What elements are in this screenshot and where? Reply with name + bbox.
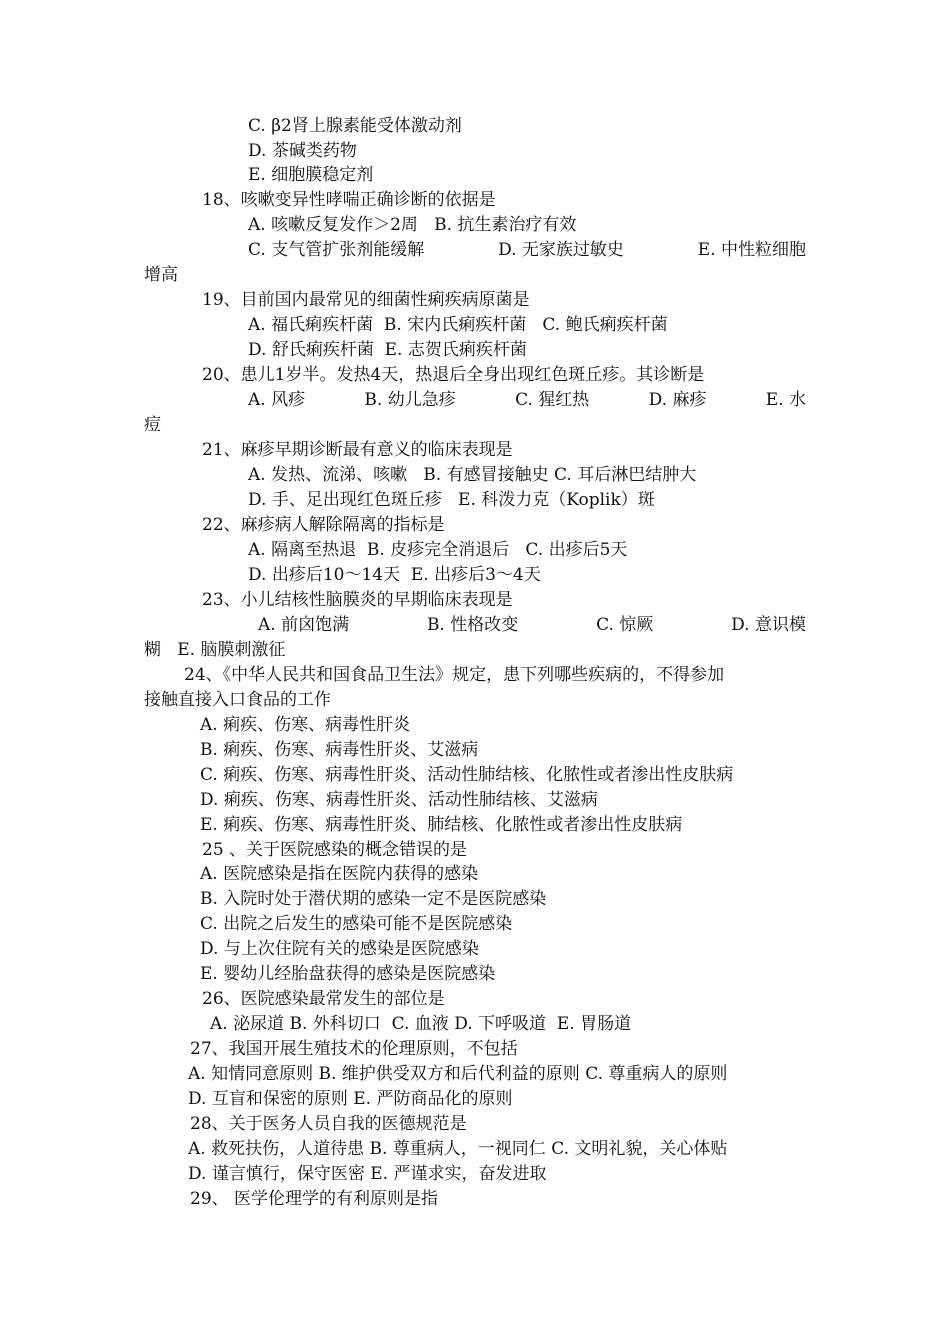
q20-options [248,388,806,413]
q18-options-ab: A. 咳嗽反复发作＞2周 B. 抗生素治疗有效 [248,215,577,235]
q24-question: 24、《中华人民共和国食品卫生法》规定，患下列哪些疾病的，不得参加 [184,665,725,685]
q17-option-e: E. 细胞膜稳定剂 [248,165,374,185]
q23-options-wrap: 糊 E. 脑膜刺激征 [144,640,286,660]
q19-question: 19、目前国内最常见的细菌性痢疾病原菌是 [202,290,530,310]
q22-question: 22、麻疹病人解除隔离的指标是 [202,515,445,535]
q18-option-e: E. 中性粒细胞 [697,240,806,260]
q23-option-c: C. 惊厥 [596,615,654,635]
q26-question: 26、医院感染最常发生的部位是 [202,989,445,1009]
q23-option-b: B. 性格改变 [426,615,519,635]
q17-option-d: D. 茶碱类药物 [248,141,357,161]
q20-option-b: B. 幼儿急疹 [364,390,456,410]
q24-question-wrap: 接触直接入口食品的工作 [144,690,331,710]
q26-options: A. 泌尿道 B. 外科切口 C. 血液 D. 下呼吸道 E. 胃肠道 [210,1014,632,1034]
q18-option-e-wrap: 增高 [144,265,178,285]
q17-option-c: C. β2肾上腺素能受体激动剂 [248,116,462,136]
q27-options-abc: A. 知情同意原则 B. 维护供受双方和后代利益的原则 C. 尊重病人的原则 [188,1064,728,1084]
q29-question: 29、 医学伦理学的有利原则是指 [190,1189,439,1209]
q21-options-de: D. 手、足出现红色斑丘疹 E. 科泼力克（Koplik）斑 [248,490,655,510]
q21-question: 21、麻疹早期诊断最有意义的临床表现是 [202,440,513,460]
q20-question: 20、患儿1岁半。发热4天，热退后全身出现红色斑丘疹。其诊断是 [202,365,705,385]
q25-option-a: A. 医院感染是指在医院内获得的感染 [200,864,479,884]
q18-option-c: C. 支气管扩张剂能缓解 [248,240,425,260]
q19-options-de: D. 舒氏痢疾杆菌 E. 志贺氏痢疾杆菌 [248,340,527,360]
q25-option-e: E. 婴幼儿经胎盘获得的感染是医院感染 [200,964,496,984]
q27-options-de: D. 互盲和保密的原则 E. 严防商品化的原则 [188,1089,513,1109]
q25-option-b: B. 入院时处于潜伏期的感染一定不是医院感染 [200,889,547,909]
q23-question: 23、小儿结核性脑膜炎的早期临床表现是 [202,590,513,610]
q24-option-c: C. 痢疾、伤寒、病毒性肝炎、活动性肺结核、化脓性或者渗出性皮肤病 [200,765,734,785]
q24-option-e: E. 痢疾、伤寒、病毒性肝炎、肺结核、化脓性或者渗出性皮肤病 [200,815,683,835]
q18-option-d: D. 无家族过敏史 [498,240,624,260]
q24-option-b: B. 痢疾、伤寒、病毒性肝炎、艾滋病 [200,740,479,760]
q28-question: 28、关于医务人员自我的医德规范是 [190,1114,467,1134]
q23-option-a: A. 前囟饱满 [258,615,350,635]
q20-option-e: E. 水 [765,390,806,410]
q20-option-c: C. 猩红热 [515,390,590,410]
q25-question: 25 、关于医院感染的概念错误的是 [202,840,468,860]
q25-option-c: C. 出院之后发生的感染可能不是医院感染 [200,914,513,934]
q22-options-de: D. 出疹后10～14天 E. 出疹后3～4天 [248,565,541,585]
q20-option-e-wrap: 痘 [144,415,161,435]
q23-option-d: D. 意识模 [731,615,806,635]
q20-option-a: A. 风疹 [248,390,306,410]
q18-options-cde [248,238,806,263]
q18-question: 18、咳嗽变异性哮喘正确诊断的依据是 [202,190,496,210]
q28-options-de: D. 谨言慎行，保守医密 E. 严谨求实，奋发进取 [188,1164,547,1184]
q27-question: 27、我国开展生殖技术的伦理原则，不包括 [190,1039,518,1059]
q20-option-d: D. 麻疹 [648,390,707,410]
q24-option-d: D. 痢疾、伤寒、病毒性肝炎、活动性肺结核、艾滋病 [200,790,598,810]
q22-options-abc: A. 隔离至热退 B. 皮疹完全消退后 C. 出疹后5天 [248,540,628,560]
q23-options [258,613,806,638]
q21-options-abc: A. 发热、流涕、咳嗽 B. 有感冒接触史 C. 耳后淋巴结肿大 [248,465,697,485]
q25-option-d: D. 与上次住院有关的感染是医院感染 [200,939,479,959]
q24-option-a: A. 痢疾、伤寒、病毒性肝炎 [200,715,411,735]
q28-options-abc: A. 救死扶伤，人道待患 B. 尊重病人，一视同仁 C. 文明礼貌，关心体贴 [188,1139,728,1159]
q19-options-abc: A. 福氏痢疾杆菌 B. 宋内氏痢疾杆菌 C. 鲍氏痢疾杆菌 [248,315,668,335]
